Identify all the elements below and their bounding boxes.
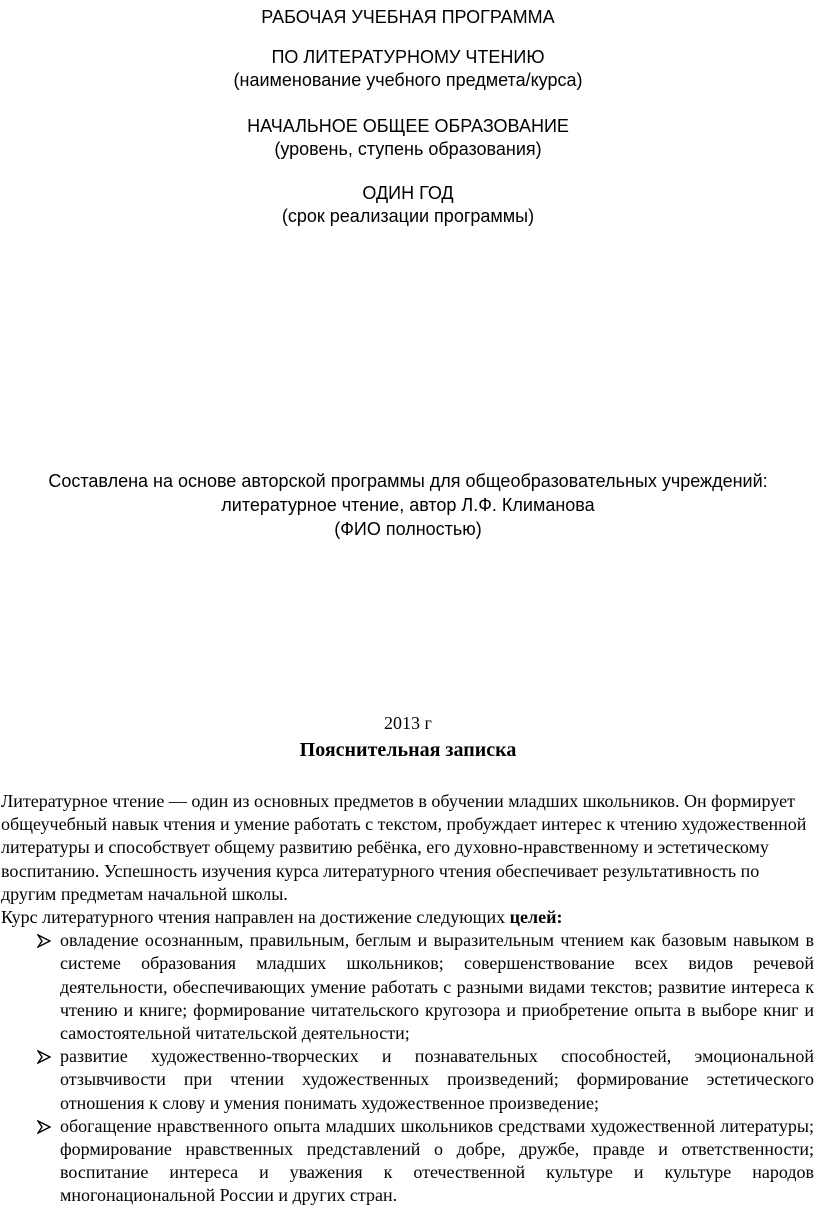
basis-line-2: литературное чтение, автор Л.Ф. Климанова — [221, 495, 595, 515]
arrow-bullet-icon — [37, 1045, 53, 1068]
subject-caption: (наименование учебного предмета/курса) — [233, 70, 583, 90]
goals-keyword: целей: — [509, 907, 563, 928]
goal-text: овладение осознанным, правильным, беглым и выразительным чтением как базовым навыком в системе образования младших школьников; совершенствование всех видов речевой деятельности, обеспечивающих умение работать с разными видами текстов; развитие интереса к чтению и книге; формирование читательского кругозора и приобретение опыта в выборе книг и самостоятельной читательской деятельности; — [60, 930, 814, 1044]
goal-text: обогащение нравственного опыта младших школьников средствами художественной литературы; формирование нравственных представлений о добре, дружбе, правде и ответственности; воспитание интереса и уважения к отечественной культуре и культуре народов многонациональной России и других стран. — [60, 1115, 814, 1206]
goal-item — [1, 1045, 814, 1115]
goals-intro-text: Курс литературного чтения направлен на достижение следующих — [1, 907, 506, 928]
explanatory-note-body — [1, 790, 814, 1208]
term-line: ОДИН ГОД — [362, 183, 454, 203]
explanatory-note-title: Пояснительная записка — [299, 739, 517, 761]
goals-intro — [1, 906, 814, 929]
year: 2013 г — [384, 713, 432, 733]
goals-list — [1, 929, 814, 1207]
goal-item — [1, 1115, 814, 1208]
program-title: РАБОЧАЯ УЧЕБНАЯ ПРОГРАММА — [261, 7, 555, 27]
basis-caption: (ФИО полностью) — [334, 519, 482, 539]
arrow-bullet-icon — [37, 1115, 53, 1138]
level-line: НАЧАЛЬНОЕ ОБЩЕЕ ОБРАЗОВАНИЕ — [247, 116, 569, 136]
intro-paragraph: Литературное чтение — один из основных предметов в обучении младших школьников. Он формирует общеучебный навык чтения и умение работать с текстом, пробуждает интерес к чтению художественной литературы и способствует общему развитию ребёнка, его духовно-нравственному и эстетическому воспитанию. Успешность изучения курса литературного чтения обеспечивает результативность по другим предметам начальной школы. — [1, 791, 807, 904]
arrow-bullet-icon — [37, 929, 53, 952]
goal-text: развитие художественно-творческих и познавательных способностей, эмоциональной отзывчивости при чтении художественных произведений; формирование эстетического отношения к слову и умения понимать художественное произведение; — [60, 1046, 814, 1113]
basis-line-1: Составлена на основе авторской программы для общеобразовательных учреждений: — [48, 471, 768, 491]
level-caption: (уровень, ступень образования) — [274, 139, 542, 159]
goal-item — [1, 929, 814, 1045]
term-caption: (срок реализации программы) — [281, 206, 535, 226]
subject-line: ПО ЛИТЕРАТУРНОМУ ЧТЕНИЮ — [271, 47, 545, 67]
